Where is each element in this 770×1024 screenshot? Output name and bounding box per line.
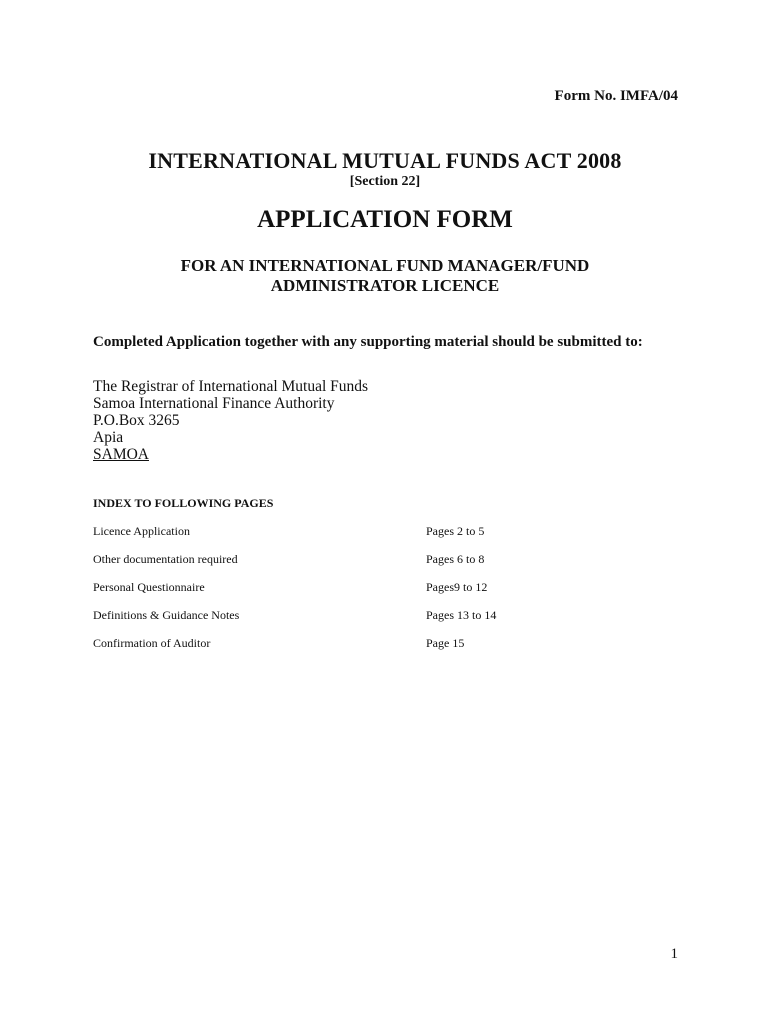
address-line: The Registrar of International Mutual Funds bbox=[93, 378, 369, 395]
submission-note: Completed Application together with any supporting material should be submitted to: bbox=[93, 334, 643, 350]
index-row bbox=[93, 524, 653, 552]
index-row-label: Personal Questionnaire bbox=[93, 580, 205, 594]
act-title: INTERNATIONAL MUTUAL FUNDS ACT 2008 bbox=[148, 148, 622, 173]
form-title: APPLICATION FORM bbox=[257, 206, 513, 233]
address-line: P.O.Box 3265 bbox=[93, 412, 180, 429]
index-row-pages: Pages 2 to 5 bbox=[426, 524, 485, 538]
page-number: 1 bbox=[670, 946, 678, 962]
index-row-pages: Pages 6 to 8 bbox=[426, 552, 485, 566]
index-row-label: Other documentation required bbox=[93, 552, 238, 566]
address-line: Samoa International Finance Authority bbox=[93, 395, 335, 412]
index-list bbox=[93, 524, 653, 664]
subtitle-line-1: FOR AN INTERNATIONAL FUND MANAGER/FUND bbox=[180, 256, 590, 275]
index-row bbox=[93, 552, 653, 580]
index-row-pages: Page 15 bbox=[426, 636, 465, 650]
index-row bbox=[93, 608, 653, 636]
index-row-pages: Pages 13 to 14 bbox=[426, 608, 497, 622]
index-row-pages: Pages9 to 12 bbox=[426, 580, 488, 594]
form-number: Form No. IMFA/04 bbox=[554, 88, 678, 104]
index-heading: INDEX TO FOLLOWING PAGES bbox=[93, 496, 274, 510]
index-row-label: Confirmation of Auditor bbox=[93, 636, 211, 650]
form-subtitle bbox=[0, 256, 770, 296]
address-country: SAMOA bbox=[93, 446, 149, 463]
subtitle-line-2: ADMINISTRATOR LICENCE bbox=[270, 276, 500, 295]
index-row-label: Definitions & Guidance Notes bbox=[93, 608, 240, 622]
address-line: Apia bbox=[93, 429, 124, 446]
index-row-label: Licence Application bbox=[93, 524, 190, 538]
index-row bbox=[93, 580, 653, 608]
act-section: [Section 22] bbox=[349, 174, 421, 189]
registrar-address bbox=[93, 378, 368, 463]
index-row bbox=[93, 636, 653, 664]
